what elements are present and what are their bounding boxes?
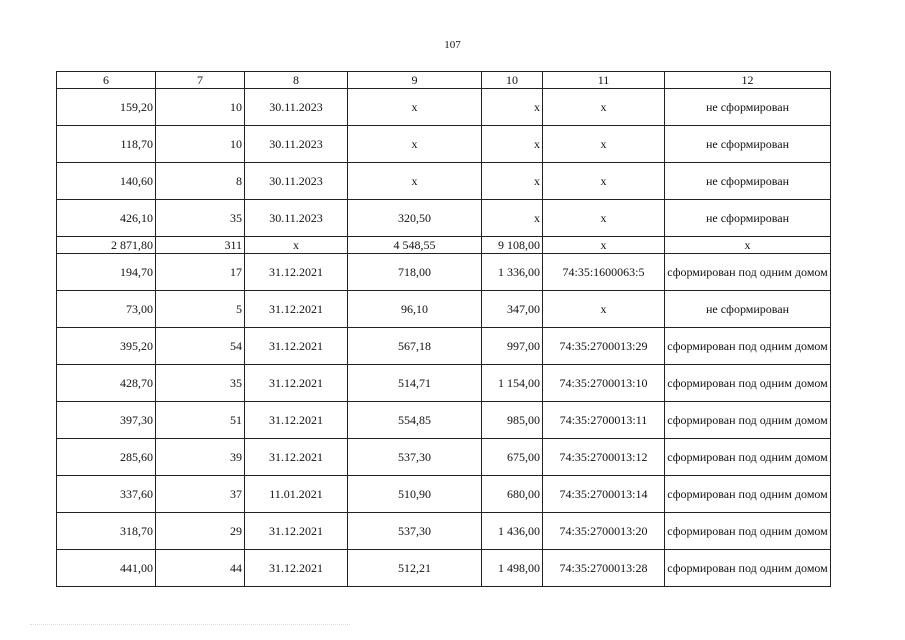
table-row <box>57 365 831 402</box>
cell-date: 11.01.2021 <box>245 476 348 513</box>
cell-date: 31.12.2021 <box>245 254 348 291</box>
cell-count: 35 <box>156 365 245 402</box>
cell-cadastral-number: 74:35:2700013:29 <box>543 328 665 365</box>
cell-date: 31.12.2021 <box>245 550 348 587</box>
cell-value-9: 96,10 <box>348 291 482 328</box>
cell-status: сформирован под одним домом <box>665 254 831 291</box>
cell-count: 35 <box>156 200 245 237</box>
cell-area: 118,70 <box>57 126 156 163</box>
column-header: 9 <box>348 72 482 89</box>
cell-cadastral-number: х <box>543 89 665 126</box>
cell-count: 39 <box>156 439 245 476</box>
cell-status: сформирован под одним домом <box>665 365 831 402</box>
cell-value-10: 997,00 <box>482 328 543 365</box>
cell-value-9: 320,50 <box>348 200 482 237</box>
cell-cadastral-number: 74:35:2700013:12 <box>543 439 665 476</box>
cell-count: 54 <box>156 328 245 365</box>
cell-cadastral-number: 74:35:2700013:14 <box>543 476 665 513</box>
table-row <box>57 550 831 587</box>
cell-date: 31.12.2021 <box>245 439 348 476</box>
cell-status: сформирован под одним домом <box>665 402 831 439</box>
cell-count: 51 <box>156 402 245 439</box>
cell-value-10: х <box>482 89 543 126</box>
cell-count: 17 <box>156 254 245 291</box>
cell-date: 31.12.2021 <box>245 291 348 328</box>
column-number-header <box>57 72 831 89</box>
table-row <box>57 402 831 439</box>
cell-date: 31.12.2021 <box>245 402 348 439</box>
cell-cadastral-number: 74:35:2700013:10 <box>543 365 665 402</box>
cell-cadastral-number: х <box>543 237 665 254</box>
cell-cadastral-number: х <box>543 291 665 328</box>
cell-cadastral-number: х <box>543 126 665 163</box>
cell-status: сформирован под одним домом <box>665 439 831 476</box>
table-row <box>57 476 831 513</box>
cell-count: 10 <box>156 89 245 126</box>
cell-date: 30.11.2023 <box>245 126 348 163</box>
column-header: 11 <box>543 72 665 89</box>
cell-area: 140,60 <box>57 163 156 200</box>
page-number: 107 <box>444 39 461 51</box>
cell-status: сформирован под одним домом <box>665 328 831 365</box>
cell-status: сформирован под одним домом <box>665 550 831 587</box>
cell-value-10: 1 336,00 <box>482 254 543 291</box>
cell-value-9: 514,71 <box>348 365 482 402</box>
column-header: 6 <box>57 72 156 89</box>
cell-value-10: 985,00 <box>482 402 543 439</box>
cell-value-10: 347,00 <box>482 291 543 328</box>
cell-cadastral-number: х <box>543 163 665 200</box>
cell-value-9: 554,85 <box>348 402 482 439</box>
cell-value-9: х <box>348 89 482 126</box>
cell-cadastral-number: 74:35:1600063:5 <box>543 254 665 291</box>
table-row <box>57 254 831 291</box>
cell-area: 318,70 <box>57 513 156 550</box>
cell-area: 337,60 <box>57 476 156 513</box>
cell-date: 31.12.2021 <box>245 328 348 365</box>
cell-value-9: 537,30 <box>348 513 482 550</box>
cell-status: не сформирован <box>665 126 831 163</box>
cell-value-10: х <box>482 126 543 163</box>
cell-area: 194,70 <box>57 254 156 291</box>
cell-area: 441,00 <box>57 550 156 587</box>
cell-status: сформирован под одним домом <box>665 513 831 550</box>
cell-date: 30.11.2023 <box>245 200 348 237</box>
cell-count: 5 <box>156 291 245 328</box>
cell-date: 30.11.2023 <box>245 163 348 200</box>
footer-mark <box>30 624 350 631</box>
column-header: 10 <box>482 72 543 89</box>
cell-value-10: 675,00 <box>482 439 543 476</box>
table-row <box>57 163 831 200</box>
cell-cadastral-number: 74:35:2700013:11 <box>543 402 665 439</box>
column-header: 7 <box>156 72 245 89</box>
data-table <box>56 71 831 587</box>
cell-status: не сформирован <box>665 200 831 237</box>
column-header: 8 <box>245 72 348 89</box>
cell-date: 31.12.2021 <box>245 513 348 550</box>
cell-area: 426,10 <box>57 200 156 237</box>
cell-status: не сформирован <box>665 291 831 328</box>
cell-value-10: 1 498,00 <box>482 550 543 587</box>
table-row <box>57 291 831 328</box>
cell-value-9: х <box>348 126 482 163</box>
cell-value-9: 510,90 <box>348 476 482 513</box>
cell-value-9: 567,18 <box>348 328 482 365</box>
table-row <box>57 513 831 550</box>
cell-value-10: 1 436,00 <box>482 513 543 550</box>
cell-cadastral-number: х <box>543 200 665 237</box>
cell-status: не сформирован <box>665 163 831 200</box>
cell-value-9: 718,00 <box>348 254 482 291</box>
cell-date: х <box>245 237 348 254</box>
cell-status: х <box>665 237 831 254</box>
table-row <box>57 200 831 237</box>
cell-value-9: х <box>348 163 482 200</box>
cell-count: 311 <box>156 237 245 254</box>
cell-value-10: х <box>482 163 543 200</box>
cell-count: 44 <box>156 550 245 587</box>
cell-area: 428,70 <box>57 365 156 402</box>
cell-status: не сформирован <box>665 89 831 126</box>
cell-area: 159,20 <box>57 89 156 126</box>
cell-value-10: х <box>482 200 543 237</box>
table-row <box>57 328 831 365</box>
cell-status: сформирован под одним домом <box>665 476 831 513</box>
cell-count: 29 <box>156 513 245 550</box>
cell-count: 8 <box>156 163 245 200</box>
table-row <box>57 126 831 163</box>
cell-value-9: 537,30 <box>348 439 482 476</box>
cell-count: 37 <box>156 476 245 513</box>
cell-date: 30.11.2023 <box>245 89 348 126</box>
table-row <box>57 439 831 476</box>
cell-area: 73,00 <box>57 291 156 328</box>
cell-value-10: 9 108,00 <box>482 237 543 254</box>
cell-area: 2 871,80 <box>57 237 156 254</box>
column-header: 12 <box>665 72 831 89</box>
table-row <box>57 237 831 254</box>
cell-date: 31.12.2021 <box>245 365 348 402</box>
cell-area: 395,20 <box>57 328 156 365</box>
cell-count: 10 <box>156 126 245 163</box>
cell-value-10: 1 154,00 <box>482 365 543 402</box>
cell-value-10: 680,00 <box>482 476 543 513</box>
cell-value-9: 4 548,55 <box>348 237 482 254</box>
cell-cadastral-number: 74:35:2700013:20 <box>543 513 665 550</box>
table-body <box>57 89 831 587</box>
cell-area: 397,30 <box>57 402 156 439</box>
table-row <box>57 89 831 126</box>
cell-cadastral-number: 74:35:2700013:28 <box>543 550 665 587</box>
cell-area: 285,60 <box>57 439 156 476</box>
cell-value-9: 512,21 <box>348 550 482 587</box>
